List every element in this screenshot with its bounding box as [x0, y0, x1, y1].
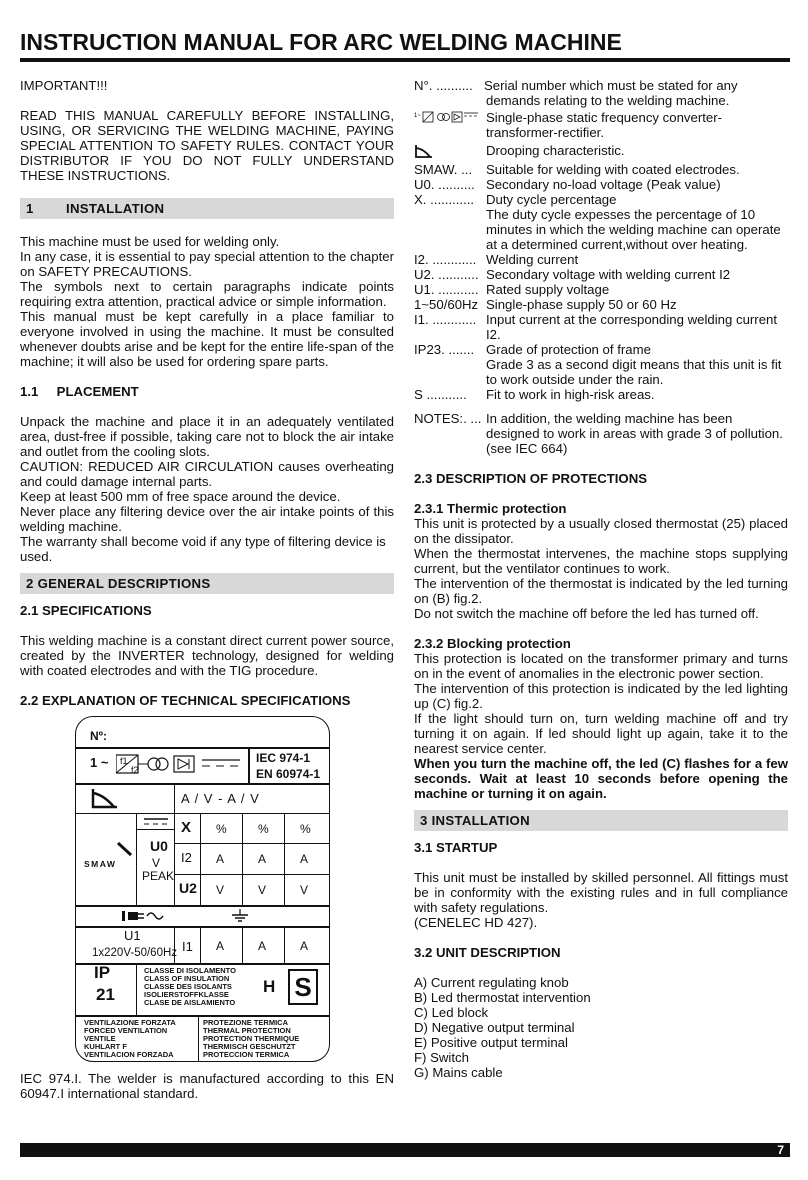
iec-note: IEC 974.I. The welder is manufactured according to this EN 60947.I international standard.	[20, 1071, 394, 1101]
spec-row	[414, 143, 788, 162]
spec-row	[414, 252, 788, 267]
high-risk-s-icon: S	[288, 969, 318, 1005]
plate-a: A	[300, 939, 309, 953]
plate-insulation-class: H	[263, 977, 276, 996]
sec231-paragraph: The intervention of the thermostat is indicated by the led turning on (B) fig.2.	[414, 576, 788, 606]
section-2-2-title: 2.2 EXPLANATION OF TECHNICAL SPECIFICATIONS	[20, 693, 351, 708]
spec-row	[414, 78, 788, 108]
plate-protection-line: PROTECCION TERMICA	[203, 1050, 290, 1059]
plate-a: A	[216, 939, 225, 953]
list-item: B) Led thermostat intervention	[414, 990, 591, 1005]
unit-description-list	[414, 975, 788, 1080]
sec21-paragraph: This welding machine is a constant direct current power source, created by the INVERTER technology, designed for welding with coated electrodes and with the TIG procedure.	[20, 633, 394, 678]
dc-symbol-icon	[142, 815, 170, 827]
list-item: E) Positive output terminal	[414, 1035, 568, 1050]
plate-f1: f1	[120, 756, 128, 766]
plate-protection-block	[203, 1019, 299, 1059]
list-item: D) Negative output terminal	[414, 1020, 575, 1035]
plate-pct: %	[300, 822, 311, 836]
spec-key: I2. ............	[414, 252, 477, 267]
sec11-paragraph: Unpack the machine and place it in an adequately ventilated area, dust-free if possible, taking care not to block the air intake and outlet from the cooling slots.	[20, 414, 394, 459]
spec-value: Duty cycle percentage	[486, 192, 617, 207]
section-1-header	[20, 198, 394, 219]
converter-symbol-icon	[414, 110, 480, 124]
spec-row	[414, 267, 788, 282]
plate-protection-line: THERMAL PROTECTION	[203, 1026, 291, 1035]
spec-key: U0. ..........	[414, 177, 475, 192]
spec-value: The duty cycle expesses the percentage of 10 minutes in which the welding machine can operate at a determined current,without over heating.	[486, 207, 781, 252]
spec-row	[414, 110, 788, 140]
list-item: G) Mains cable	[414, 1065, 503, 1080]
list-item: C) Led block	[414, 1005, 489, 1020]
plate-a: A	[258, 939, 267, 953]
plate-a: A	[258, 852, 267, 866]
page-header	[20, 28, 790, 62]
sec1-paragraph: In any case, it is essential to pay special attention to the chapter on SAFETY PRECAUTIONS.	[20, 249, 394, 279]
notes-value: In addition, the welding machine has been designed to work in areas with grade 3 of pollution. (see IEC 664)	[486, 411, 783, 456]
spec-key	[414, 357, 486, 387]
plate-ip: IP	[94, 963, 111, 982]
section-3-1-title: 3.1 STARTUP	[414, 840, 498, 855]
section-3-2-title: 3.2 UNIT DESCRIPTION	[414, 945, 561, 960]
plate-x: X	[181, 819, 192, 836]
spec-key: S ...........	[414, 387, 467, 402]
drooping-characteristic-icon	[90, 787, 120, 809]
plate-u1: U1	[124, 928, 141, 943]
section-2-3-1-title: 2.3.1 Thermic protection	[414, 501, 567, 516]
plate-protection-line: PROTECTION THERMIQUE	[203, 1034, 300, 1043]
plate-insulation-line: CLASS OF INSULATION	[144, 974, 230, 983]
right-column	[414, 78, 788, 1080]
spec-row	[414, 312, 788, 342]
plate-ventilation-line: KUHLART F	[84, 1042, 127, 1051]
spec-value: Rated supply voltage	[486, 282, 610, 297]
plate-ventilation-line: FORCED VENTILATION	[84, 1026, 168, 1035]
spec-key: I1. ............	[414, 312, 477, 327]
plate-ventilation-line: VENTILE	[84, 1034, 116, 1043]
plate-ventilation-block	[84, 1019, 176, 1059]
plate-vv: V	[258, 883, 267, 897]
plate-peak: PEAK	[142, 869, 175, 883]
section-1-title: INSTALLATION	[66, 201, 165, 216]
plate-v-label: V	[152, 856, 161, 870]
plate-insulation-line: CLASE DE AISLAMIENTO	[144, 998, 236, 1007]
plate-supply: 1x220V-50/60Hz	[92, 947, 178, 959]
spec-key	[414, 207, 486, 252]
sec232-paragraph: If the light should turn on, turn welding machine off and try turning it on again. If led should light up again, take it to the nearest service center.	[414, 711, 788, 756]
spec-value: Serial number which must be stated for any demands relating to the welding machine.	[484, 78, 738, 108]
spec-row	[414, 387, 788, 402]
plate-ventilation-line: VENTILACION FORZADA	[84, 1050, 174, 1059]
sec11-paragraph: CAUTION: REDUCED AIR CIRCULATION causes overheating and could damage internal parts.	[20, 459, 394, 489]
sec232-warning: When you turn the machine off, the led (C) flashes for a few seconds. Wait at least 10 seconds before opening the machine or turning it on again.	[414, 756, 788, 801]
spec-key: U1. ...........	[414, 282, 479, 297]
spec-value: Secondary no-load voltage (Peak value)	[486, 177, 721, 192]
sec11-paragraph: Keep at least 500 mm of free space around the device.	[20, 489, 341, 504]
plate-protection-line: PROTEZIONE TERMICA	[203, 1018, 289, 1027]
important-label: IMPORTANT!!!	[20, 78, 108, 93]
plate-insulation-line: ISOLIERSTOFFKLASSE	[144, 990, 229, 999]
plate-insulation-block	[144, 967, 236, 1007]
spec-value: Grade 3 as a second digit means that this unit is fit to work outside under the rain.	[486, 357, 782, 387]
sec231-paragraph: This unit is protected by a usually closed thermostat (25) placed on the dissipator.	[414, 516, 788, 546]
sec11-paragraph: Never place any filtering device over the air intake points of this welding machine.	[20, 504, 394, 534]
plate-iec: IEC 974-1	[256, 751, 311, 765]
plate-en: EN 60974-1	[256, 767, 321, 781]
svg-text:1~: 1~	[414, 113, 421, 119]
plate-u0: U0	[150, 838, 168, 854]
sec1-paragraph: This manual must be kept carefully in a place familiar to everyone involved in using the machine. It must be consulted whenever doubts arise and be kept for the entire life-span of the machine; it will also be used for ordering spare parts.	[20, 309, 394, 369]
page-number: 7	[777, 1143, 784, 1157]
section-2-header: 2 GENERAL DESCRIPTIONS	[20, 573, 394, 594]
plate-pct: %	[258, 822, 269, 836]
spec-key: SMAW. ...	[414, 162, 473, 177]
section-1-number: 1	[26, 201, 34, 216]
spec-row	[414, 207, 788, 252]
spec-value: Grade of protection of frame	[486, 342, 651, 357]
section-2-3-2-title: 2.3.2 Blocking protection	[414, 636, 571, 651]
spec-key: N°. ..........	[414, 78, 473, 93]
section-3-header: 3 INSTALLATION	[414, 810, 788, 831]
spec-value: Single-phase supply 50 or 60 Hz	[486, 297, 677, 312]
spec-row	[414, 282, 788, 297]
spec-value: Welding current	[486, 252, 579, 267]
converter-key	[414, 110, 486, 140]
plate-serial-label: Nº:	[90, 729, 108, 743]
spec-key: U2. ...........	[414, 267, 479, 282]
plate-a: A	[216, 852, 225, 866]
spec-value: Single-phase static frequency converter-transformer-rectifier.	[486, 110, 723, 140]
plate-f2: f2	[131, 765, 139, 775]
rating-plate	[75, 716, 330, 1062]
ground-icon	[230, 908, 250, 924]
plate-u2: U2	[179, 880, 197, 896]
list-item: A) Current regulating knob	[414, 975, 569, 990]
spec-row	[414, 357, 788, 387]
plate-protection-line: THERMISCH GESCHUTZT	[203, 1042, 296, 1051]
page-footer	[20, 1143, 790, 1157]
sec31-paragraph: This unit must be installed by skilled personnel. All fittings must be in conformity with the existing rules and in full compliance with safety regulations.	[414, 870, 788, 915]
spec-row	[414, 297, 788, 312]
plate-insulation-line: CLASSE DI ISOLAMENTO	[144, 966, 236, 975]
plate-vv: V	[300, 883, 309, 897]
plate-phase: 1 ~	[90, 755, 109, 770]
spec-row	[414, 342, 788, 357]
electrode-icon	[116, 841, 136, 859]
plate-pct: %	[216, 822, 227, 836]
spec-value: Drooping characteristic.	[486, 143, 625, 158]
sec1-paragraph: This machine must be used for welding only.	[20, 234, 280, 249]
drooping-key	[414, 143, 486, 162]
spec-key: X. ............	[414, 192, 475, 207]
sec232-paragraph: This protection is located on the transformer primary and turns on in the event of anomalies in the electronic power section.	[414, 651, 788, 681]
page-title: INSTRUCTION MANUAL FOR ARC WELDING MACHINE	[20, 29, 622, 55]
sec31-paragraph: (CENELEC HD 427).	[414, 915, 538, 930]
plate-smaw: SMAW	[84, 859, 117, 869]
sec231-paragraph: When the thermostat intervenes, the machine stops supplying current, but the ventilator continues to work.	[414, 546, 788, 576]
plate-i1: I1	[182, 939, 193, 954]
plate-a: A	[300, 852, 309, 866]
spec-row	[414, 192, 788, 207]
notes-key: NOTES:. ...	[414, 411, 482, 426]
plate-i2: I2	[181, 850, 192, 865]
drooping-characteristic-icon	[414, 143, 434, 159]
left-column	[20, 78, 394, 1101]
read-carefully-text: READ THIS MANUAL CAREFULLY BEFORE INSTALLING, USING, OR SERVICING THE WELDING MACHINE, PAYING SPECIAL ATTENTION TO SAFETY RULES. CONTACT YOUR DISTRIBUTOR IF YOU DO NOT FULLY UNDERSTAND THESE INSTRUCTIONS.	[20, 108, 394, 183]
spec-key: IP23. .......	[414, 342, 475, 357]
spec-value: Suitable for welding with coated electrodes.	[486, 162, 740, 177]
plate-vv: V	[216, 883, 225, 897]
spec-key: 1~50/60Hz	[414, 297, 479, 312]
list-item: F) Switch	[414, 1050, 469, 1065]
spec-value: Fit to work in high-risk areas.	[486, 387, 655, 402]
plate-insulation-line: CLASSE DES ISOLANTS	[144, 982, 232, 991]
plate-ventilation-line: VENTILAZIONE FORZATA	[84, 1018, 176, 1027]
spec-row	[414, 177, 788, 192]
mains-plug-icon	[120, 908, 164, 924]
sec231-paragraph: Do not switch the machine off before the led has turned off.	[414, 606, 759, 621]
spec-value: Input current at the corresponding welding current I2.	[486, 312, 778, 342]
sec11-paragraph: The warranty shall become void if any type of filtering device is used.	[20, 534, 386, 564]
section-2-1-title: 2.1 SPECIFICATIONS	[20, 603, 152, 618]
spec-value: Secondary voltage with welding current I2	[486, 267, 731, 282]
spec-row	[414, 162, 788, 177]
plate-ip-number: 21	[96, 985, 115, 1004]
sec1-paragraph: The symbols next to certain paragraphs indicate points requiring extra attention, practical advice or simple information.	[20, 279, 394, 309]
notes-row	[414, 411, 788, 456]
section-1-1-title: 1.1 PLACEMENT	[20, 384, 139, 399]
plate-units: A / V - A / V	[181, 791, 259, 806]
sec232-paragraph: The intervention of this protection is indicated by the led lighting up (C) fig.2.	[414, 681, 788, 711]
section-2-3-title: 2.3 DESCRIPTION OF PROTECTIONS	[414, 471, 648, 486]
